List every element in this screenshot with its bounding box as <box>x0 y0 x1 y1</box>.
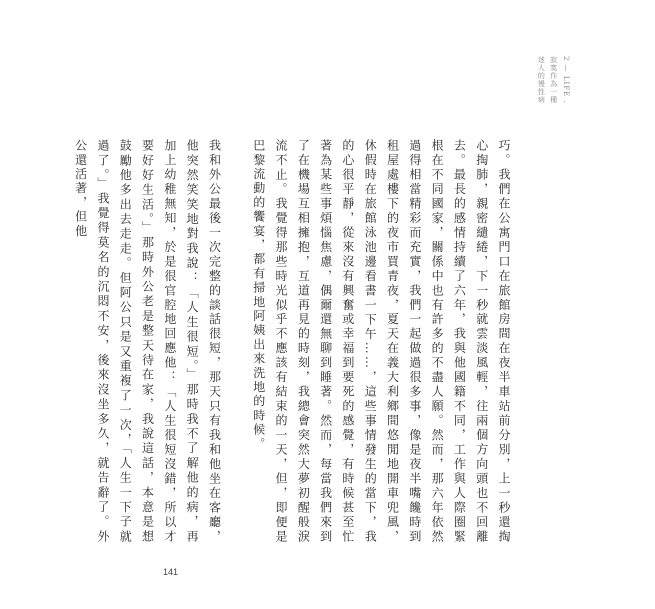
body-text <box>73 139 515 544</box>
paragraph: 巧。我們在公寓門口在旅館房間在夜半車站前分別，上一秒還掏心掏肺，親密繾綣，下一秒就雲淡風輕，往兩個方向頭也不回離去。最長的感情持續了六年，我與他國籍不同，工作與人際圈緊根在不同國家，關係中也有許多的不盡人願。然而，那六年依然過得相當精彩而充實，我們一起做過很多事，像是夜半嘴饞時到租屋處樓下的夜市買青夜，夏天在義大利鄉間悠閒地開車兜風，休假時在旅館泳池邊看書一下午……，這些事情發生的當下，我的心很平靜，從來沒有興奮或幸福到要死的感覺，有時候甚至忙著為某些事煩惱焦慮，偶爾還無聊到睡著。然而，每當我們來到了在機場互相擁抱，互道再見的時刻，我總會突然大夢初醒般淚流不止。我覺得那些時光似乎不應該有結束的一天，但，即便是巴黎流動的饗宴，都有掃地阿姨出來洗地的時候。 <box>251 139 511 544</box>
chapter-title-line-2: 迷人的慢性病 <box>537 56 546 104</box>
running-header <box>537 56 569 104</box>
paragraph: 我和外公最後一次完整的談話很短，那天只有我和他坐在客廳，他突然笑笑地對我說：「人生很短。」那時我不了解他的病，再加上幼稚無知，於是很官腔地回應他：「人生很短沒錯，所以才要好好生活。」那時外公老是整天待在家，我說這話，本意是想鼓勵他多出去走走。但阿公只是又重複了一次，「人生一下子就過了。」我覺得莫名的沉悶不安，後來沒坐多久，就告辭了。外公還活著，但他 <box>73 139 222 544</box>
section-label: 2 — LIFE . <box>562 56 570 104</box>
chapter-title-line-1: 寂寞作為一種 <box>549 56 558 104</box>
page-number: 141 <box>163 567 179 577</box>
